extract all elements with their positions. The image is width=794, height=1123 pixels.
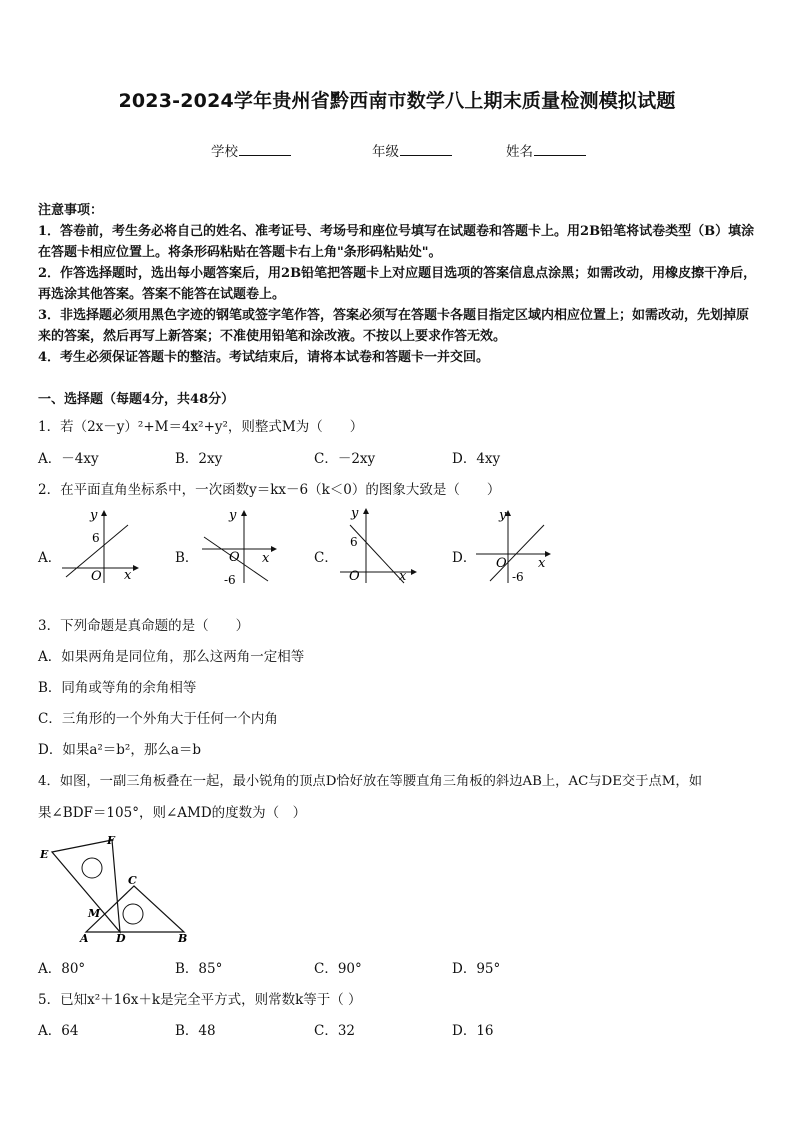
q5-option-c[interactable]: C．32 — [314, 1023, 356, 1039]
point-e-label: E — [40, 848, 49, 861]
grade-label: 年级 — [372, 144, 399, 160]
note-item: 4．考生必须保证答题卡的整洁。考试结束后，请将本试卷和答题卡一并交回。 — [38, 350, 490, 365]
graph-c — [336, 505, 420, 585]
q5-option-d[interactable]: D．16 — [452, 1023, 494, 1039]
q3-option-d[interactable]: D．如果a²＝b²，那么a＝b — [38, 742, 202, 758]
graph-b — [196, 505, 280, 585]
school-blank[interactable] — [239, 143, 291, 156]
q5-option-b[interactable]: B．48 — [175, 1023, 216, 1039]
q1-option-a[interactable]: A．－4xy — [38, 451, 99, 467]
note-item: 3．非选择题必须用黑色字迹的钢笔或签字笔作答，答案必须写在答题卡各题目指定区域内相应位置上；如需改动，先划掉原来的答案，然后再写上新答案；不准使用铅笔和涂改液。不按以上要求作答无效。 — [38, 308, 750, 344]
intercept-label: -6 — [512, 570, 524, 584]
x-label: x — [399, 569, 407, 584]
intercept-label: 6 — [92, 531, 100, 545]
set-square-hole — [123, 904, 143, 924]
question-4-stem-line2: 果∠BDF＝105°，则∠AMD的度数为（ ） — [38, 805, 307, 821]
grade-field[interactable] — [372, 140, 452, 160]
origin-label: O — [91, 569, 102, 584]
question-3-stem: 3．下列命题是真命题的是（ ） — [38, 618, 250, 634]
set-square-hole — [82, 858, 102, 878]
q5-option-a[interactable]: A．64 — [38, 1023, 79, 1039]
intercept-label: 6 — [350, 535, 358, 549]
q3-option-b[interactable]: B．同角或等角的余角相等 — [38, 680, 197, 696]
q1-option-c[interactable]: C．－2xy — [314, 451, 376, 467]
set-square-30-60 — [52, 840, 120, 932]
x-label: x — [124, 568, 132, 583]
name-blank[interactable] — [534, 143, 586, 156]
q4-option-c[interactable]: C．90° — [314, 961, 362, 977]
point-f-label: F — [107, 834, 115, 847]
school-field[interactable] — [211, 140, 291, 160]
point-a-label: A — [80, 932, 89, 945]
school-label: 学校 — [211, 144, 238, 160]
question-1-stem: 1．若（2x－y）²+M＝4x²+y²，则整式M为（ ） — [38, 419, 364, 435]
notes-heading: 注意事项： — [38, 203, 104, 218]
x-label: x — [262, 551, 270, 566]
q4-option-a[interactable]: A．80° — [38, 961, 86, 977]
graph-a — [58, 505, 142, 585]
point-b-label: B — [178, 932, 188, 945]
question-2-stem: 2．在平面直角坐标系中，一次函数y＝kx－6（k＜0）的图象大致是（ ） — [38, 482, 501, 498]
origin-label: O — [349, 569, 360, 584]
point-m-label: M — [88, 907, 101, 920]
q3-option-a[interactable]: A．如果两角是同位角，那么这两角一定相等 — [38, 649, 305, 665]
grade-blank[interactable] — [400, 143, 452, 156]
q2-option-d[interactable]: D． — [452, 550, 477, 566]
notes-block — [38, 200, 758, 368]
origin-label: O — [229, 550, 240, 565]
triangle-figure — [36, 834, 196, 946]
point-d-label: D — [116, 932, 126, 945]
y-label: y — [90, 508, 98, 523]
section-heading: 一、选择题（每题4分，共48分） — [38, 392, 235, 407]
point-c-label: C — [128, 874, 137, 887]
origin-label: O — [496, 556, 507, 571]
name-label: 姓名 — [506, 144, 533, 160]
q2-option-b[interactable]: B． — [175, 550, 199, 566]
q3-option-c[interactable]: C．三角形的一个外角大于任何一个内角 — [38, 711, 278, 727]
page-title: 2023-2024学年贵州省黔西南市数学八上期末质量检测模拟试题 — [118, 90, 676, 112]
q4-option-b[interactable]: B．85° — [175, 961, 223, 977]
q2-option-a[interactable]: A． — [38, 550, 62, 566]
y-label: y — [499, 508, 507, 523]
q1-option-b[interactable]: B．2xy — [175, 451, 223, 467]
q1-option-d[interactable]: D．4xy — [452, 451, 501, 467]
question-5-stem: 5．已知x²＋16x＋k是完全平方式，则常数k等于（ ） — [38, 992, 362, 1008]
graph-d — [472, 505, 556, 585]
name-field[interactable] — [506, 140, 586, 160]
question-4-stem-line1: 4．如图，一副三角板叠在一起，最小锐角的顶点D恰好放在等腰直角三角板的斜边AB上，AC与DE交于点M，如 — [38, 774, 703, 789]
x-label: x — [538, 556, 546, 571]
q2-option-c[interactable]: C． — [314, 550, 338, 566]
q4-option-d[interactable]: D．95° — [452, 961, 501, 977]
y-label: y — [351, 506, 359, 521]
note-item: 2．作答选择题时，选出每小题答案后，用2B铅笔把答题卡上对应题目选项的答案信息点涂黑；如需改动，用橡皮擦干净后，再选涂其他答案。答案不能答在试题卷上。 — [38, 266, 757, 302]
note-item: 1．答卷前，考生务必将自己的姓名、准考证号、考场号和座位号填写在试题卷和答题卡上。用2B铅笔将试卷类型（B）填涂在答题卡相应位置上。将条形码粘贴在答题卡右上角"条形码粘贴处"。 — [38, 224, 755, 260]
intercept-label: -6 — [224, 573, 236, 585]
y-label: y — [229, 508, 237, 523]
